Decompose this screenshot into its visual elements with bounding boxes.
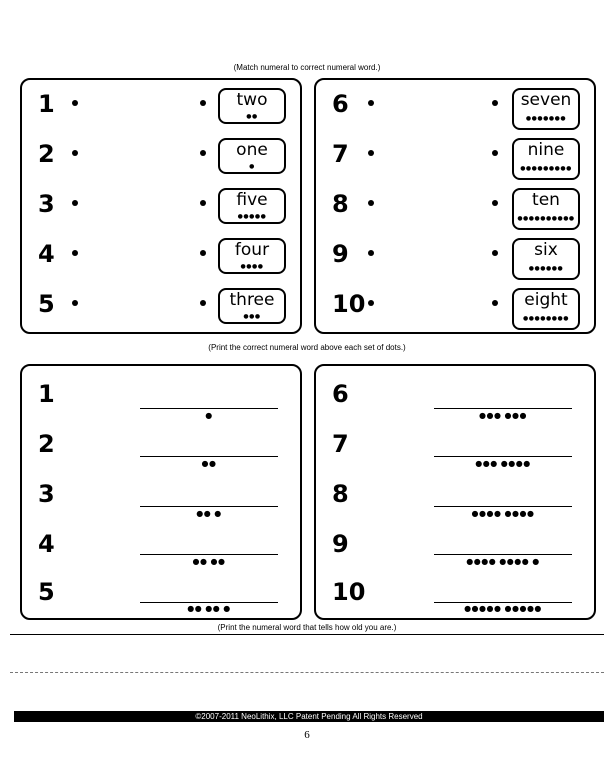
numeral: 5 — [38, 290, 55, 318]
match-dot-left[interactable] — [72, 100, 78, 106]
answer-line[interactable] — [140, 456, 278, 457]
writing-mid-dashed-line[interactable] — [10, 672, 604, 673]
number-word: one — [236, 140, 268, 160]
count-dots: ●●●●●●●●●● — [517, 215, 575, 222]
match-dot-right[interactable] — [492, 200, 498, 206]
match-dot-right[interactable] — [200, 200, 206, 206]
number-word: six — [534, 240, 558, 260]
numeral: 4 — [38, 240, 55, 268]
word-card — [218, 188, 286, 224]
numeral: 9 — [332, 530, 349, 558]
count-dots: ●●●●●●●● — [523, 315, 569, 322]
count-dots: ●● — [201, 459, 217, 468]
page-number: 6 — [304, 729, 310, 741]
match-dot-left[interactable] — [72, 300, 78, 306]
count-dots: ●● ●● ● — [187, 604, 231, 613]
word-card — [218, 138, 286, 174]
count-dots: ●●●● ●●●● ● — [466, 557, 540, 566]
numeral: 8 — [332, 190, 349, 218]
word-card — [512, 288, 580, 330]
count-dots: ●●● ●●● — [479, 411, 527, 420]
numeral: 8 — [332, 480, 349, 508]
answer-line[interactable] — [434, 554, 572, 555]
match-dot-left[interactable] — [72, 150, 78, 156]
word-card — [512, 138, 580, 180]
numeral: 7 — [332, 140, 349, 168]
count-dots: ●●●● — [240, 263, 264, 270]
match-dot-right[interactable] — [200, 300, 206, 306]
match-dot-left[interactable] — [368, 300, 374, 306]
match-dot-left[interactable] — [368, 150, 374, 156]
answer-line[interactable] — [434, 408, 572, 409]
print-panel-right — [314, 364, 596, 620]
word-card — [218, 238, 286, 274]
answer-line[interactable] — [140, 408, 278, 409]
print-instruction: (Print the correct numeral word above each set of dots.) — [208, 343, 406, 352]
numeral: 5 — [38, 578, 55, 606]
count-dots: ●● — [246, 113, 258, 120]
match-dot-left[interactable] — [368, 250, 374, 256]
numeral: 3 — [38, 190, 55, 218]
numeral: 2 — [38, 140, 55, 168]
numeral: 10 — [332, 290, 366, 318]
match-dot-right[interactable] — [492, 300, 498, 306]
word-card — [218, 88, 286, 124]
numeral: 10 — [332, 578, 366, 606]
count-dots: ●●● ●●●● — [475, 459, 531, 468]
count-dots: ●● ●● — [192, 557, 226, 566]
match-dot-right[interactable] — [200, 250, 206, 256]
count-dots: ●●●●●● — [528, 265, 564, 272]
count-dots: ●● ● — [196, 509, 222, 518]
count-dots: ●●●●●●●●● — [520, 165, 572, 172]
print-panel-left — [20, 364, 302, 620]
match-dot-left[interactable] — [72, 250, 78, 256]
count-dots: ●●●●● — [237, 213, 267, 220]
match-dot-right[interactable] — [200, 150, 206, 156]
count-dots: ● — [249, 163, 255, 170]
copyright-bar: ©2007-2011 NeoLithix, LLC Patent Pending All Rights Reserved — [14, 711, 604, 722]
count-dots: ●●●●●●● — [525, 115, 567, 122]
age-instruction: (Print the numeral word that tells how old you are.) — [217, 623, 397, 632]
word-card — [512, 88, 580, 130]
answer-line[interactable] — [434, 602, 572, 603]
numeral: 2 — [38, 430, 55, 458]
count-dots: ●●● — [243, 313, 261, 320]
count-dots: ●●●● ●●●● — [471, 509, 535, 518]
match-dot-right[interactable] — [492, 150, 498, 156]
numeral: 1 — [38, 90, 55, 118]
match-dot-right[interactable] — [492, 250, 498, 256]
count-dots: ●●●●● ●●●●● — [464, 604, 542, 613]
answer-line[interactable] — [434, 456, 572, 457]
match-dot-left[interactable] — [72, 200, 78, 206]
numeral: 4 — [38, 530, 55, 558]
match-dot-left[interactable] — [368, 200, 374, 206]
answer-line[interactable] — [434, 506, 572, 507]
number-word: three — [229, 290, 275, 310]
word-card — [512, 238, 580, 280]
match-dot-right[interactable] — [200, 100, 206, 106]
number-word: four — [234, 240, 270, 260]
number-word: nine — [527, 140, 565, 160]
number-word: ten — [532, 190, 560, 210]
match-instruction: (Match numeral to correct numeral word.) — [233, 63, 381, 72]
number-word: two — [236, 90, 268, 110]
number-word: five — [236, 190, 268, 210]
word-card — [218, 288, 286, 324]
numeral: 1 — [38, 380, 55, 408]
numeral: 6 — [332, 380, 349, 408]
numeral: 3 — [38, 480, 55, 508]
answer-line[interactable] — [140, 602, 278, 603]
word-card — [512, 188, 580, 230]
writing-top-line — [10, 634, 604, 635]
match-panel-right — [314, 78, 596, 334]
answer-line[interactable] — [140, 506, 278, 507]
match-dot-right[interactable] — [492, 100, 498, 106]
numeral: 9 — [332, 240, 349, 268]
numeral: 6 — [332, 90, 349, 118]
answer-line[interactable] — [140, 554, 278, 555]
numeral: 7 — [332, 430, 349, 458]
match-panel-left — [20, 78, 302, 334]
match-dot-left[interactable] — [368, 100, 374, 106]
count-dots: ● — [205, 411, 213, 420]
number-word: seven — [520, 90, 572, 110]
number-word: eight — [524, 290, 568, 310]
